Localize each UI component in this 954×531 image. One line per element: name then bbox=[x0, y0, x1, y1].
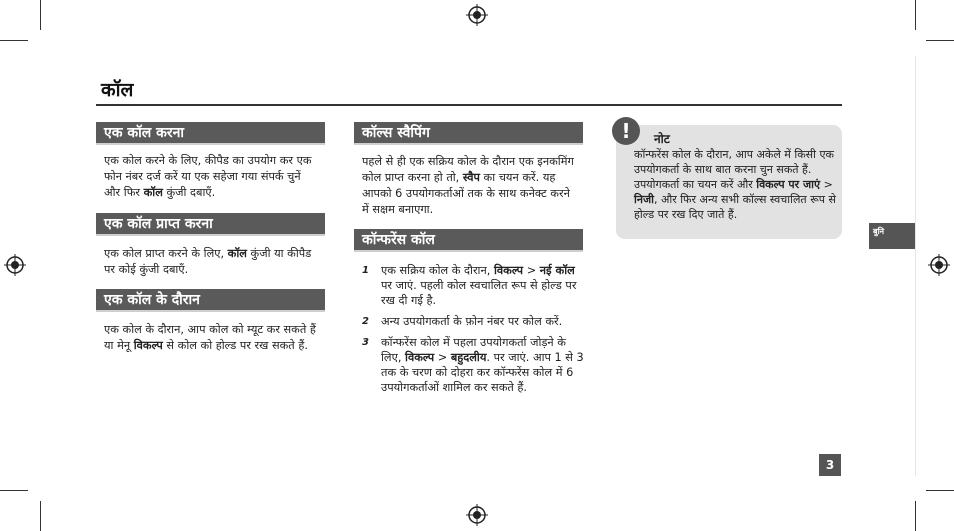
title-divider bbox=[96, 104, 842, 106]
step-menu-label: विकल्प bbox=[493, 264, 524, 277]
section-heading-call-swapping: कॉल्स स्वैपिंग bbox=[354, 122, 583, 145]
side-divider bbox=[915, 56, 916, 476]
page-number: 3 bbox=[819, 454, 841, 476]
note-separator: > bbox=[820, 178, 833, 191]
crop-mark-top-left-h bbox=[0, 40, 28, 41]
conference-call-steps bbox=[362, 263, 584, 401]
during-call-text bbox=[104, 322, 318, 354]
registration-mark-right-icon bbox=[928, 254, 950, 276]
section-heading-conference-call: कॉन्फरेंस कॉल bbox=[354, 229, 583, 252]
call-swapping-text bbox=[362, 154, 576, 218]
step-number: 1 bbox=[362, 265, 369, 276]
crop-mark-top-right-v bbox=[915, 0, 916, 30]
call-swapping-text-b: का चयन करें. यह आपको 6 उपयोगकर्ताओं तक के साथ कनेक्ट करने में सक्षम बनाएगा. bbox=[362, 171, 570, 216]
step-separator: > bbox=[523, 264, 540, 277]
step-text-b: . पर जाएं. आप 1 से 3 तक के चरण को दोहरा कर कॉन्फरेंस कोल में 6 उपयोगकर्ताओं शामिल कर सकते हैं. bbox=[381, 351, 584, 394]
section-heading-make-call: एक कॉल करना bbox=[96, 122, 325, 145]
call-swapping-option-label: स्वैप bbox=[462, 171, 480, 184]
crop-mark-top-left-v bbox=[40, 0, 41, 30]
step-text-a: कॉन्फरेंस कोल में पहला उपयोगकर्ता जोड़ने के लिए, bbox=[381, 336, 566, 364]
make-call-key-label: कॉल bbox=[143, 186, 163, 199]
note-title: नोट bbox=[654, 132, 670, 146]
chapter-tab-label: बुनि bbox=[873, 227, 885, 236]
during-call-text-a: एक कोल के दौरान, आप कोल को म्यूट कर सकते हैं या मेनू bbox=[104, 323, 316, 352]
crop-mark-bottom-right-v bbox=[915, 501, 916, 531]
step-menu-label: विकल्प bbox=[405, 351, 435, 364]
registration-mark-left-icon bbox=[4, 254, 26, 276]
note-text-b: , और फिर अन्य सभी कॉल्स स्वचालित रूप से होल्ड पर रख दिए जाते हैं. bbox=[634, 193, 836, 221]
during-call-menu-label: विकल्प bbox=[133, 339, 163, 352]
step-number: 2 bbox=[362, 316, 369, 327]
conference-step-3 bbox=[362, 335, 584, 395]
note-text bbox=[634, 147, 838, 222]
step-text-a: एक सक्रिय कोल के दौरान, bbox=[381, 264, 494, 277]
make-call-text-a: एक कोल करने के लिए, कीपैड का उपयोग कर एक फोन नंबर दर्ज करें या एक सहेजा गया संपर्क चुनें और फिर bbox=[104, 154, 312, 199]
step-option-label: नई कॉल bbox=[539, 264, 575, 277]
registration-mark-top-icon bbox=[466, 4, 488, 26]
page-title: कॉल bbox=[101, 79, 134, 101]
section-heading-receive-call: एक कॉल प्राप्त करना bbox=[96, 213, 325, 236]
registration-mark-bottom-icon bbox=[466, 504, 488, 526]
make-call-text-b: कुंजी दबाएँ. bbox=[162, 186, 216, 199]
crop-mark-bottom-right-h bbox=[926, 490, 954, 491]
receive-call-text-a: एक कोल प्राप्त करने के लिए, bbox=[104, 247, 228, 260]
receive-call-key-label: कॉल bbox=[227, 247, 247, 260]
note-menu-label: विकल्प पर जाएं bbox=[756, 178, 821, 191]
step-number: 3 bbox=[362, 337, 369, 348]
receive-call-text-b: कुंजी या कीपैड पर कोई कुंजी दबाएँ. bbox=[104, 247, 312, 276]
crop-mark-bottom-left-h bbox=[0, 490, 28, 491]
step-text: अन्य उपयोगकर्ता के फ़ोन नंबर पर कोल करें. bbox=[381, 315, 563, 328]
note-option-label: निजी bbox=[634, 193, 654, 206]
during-call-text-b: से कोल को होल्ड पर रख सकते हैं. bbox=[162, 339, 308, 352]
receive-call-text bbox=[104, 246, 318, 278]
conference-step-2 bbox=[362, 314, 584, 329]
make-call-text bbox=[104, 153, 318, 201]
step-separator: > bbox=[434, 351, 451, 364]
call-swapping-text-a: पहले से ही एक सक्रिय कोल के दौरान एक इनकमिंग कोल प्राप्त करना हो तो, bbox=[362, 155, 574, 184]
exclamation-icon: ! bbox=[612, 117, 640, 145]
step-text-b: पर जाएं. पहली कोल स्वचालित रूप से होल्ड पर रख दी गई है. bbox=[381, 279, 577, 307]
crop-mark-bottom-left-v bbox=[40, 501, 41, 531]
step-option-label: बहुदलीय bbox=[450, 351, 487, 364]
conference-step-1 bbox=[362, 263, 584, 308]
chapter-tab bbox=[869, 223, 915, 249]
note-text-a: कॉन्फरेंस कोल के दौरान, आप अकेले में किसी एक उपयोगकर्ता के साथ बात करना चुन सकते हैं. उपयोगकर्ता का चयन करें और bbox=[634, 148, 834, 191]
crop-mark-top-right-h bbox=[926, 40, 954, 41]
section-heading-during-call: एक कॉल के दौरान bbox=[96, 289, 325, 312]
